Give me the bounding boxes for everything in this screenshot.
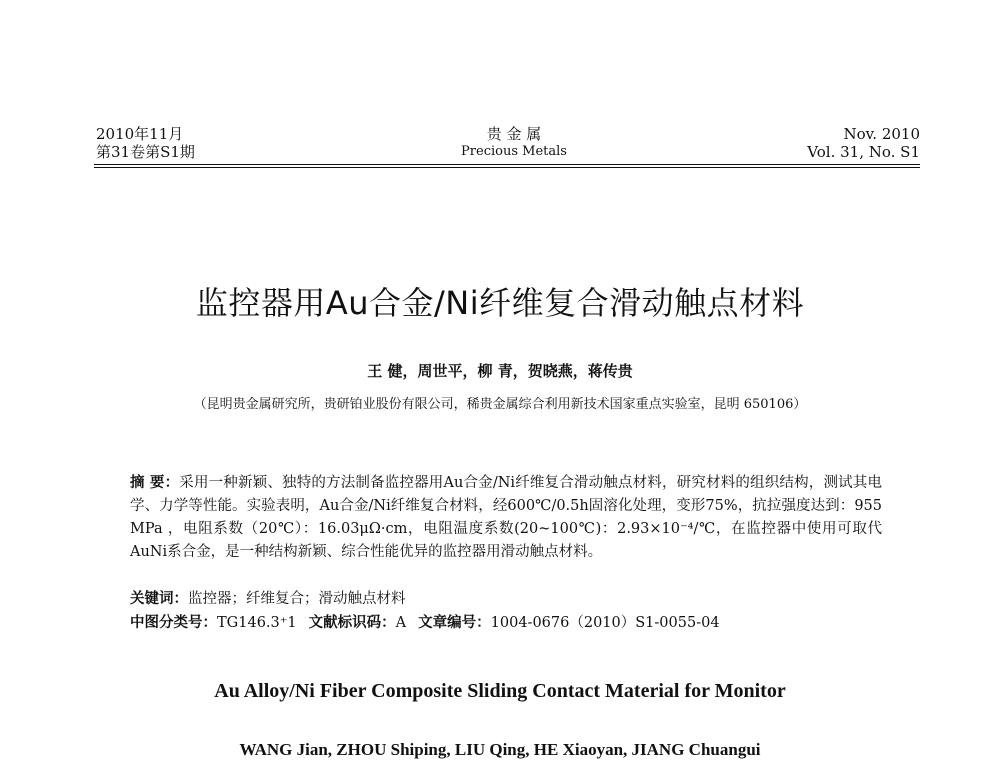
article-no-value: 1004-0676（2010）S1-0055-04 (490, 615, 720, 631)
journal-date-issue (96, 125, 195, 161)
clc-label: 中图分类号： (130, 615, 217, 631)
volume-issue-en: Vol. 31, No. S1 (807, 143, 920, 161)
issue-date-en: Nov. 2010 (843, 125, 920, 143)
abstract-text: 采用一种新颖、独特的方法制备监控器用Au合金/Ni纤维复合滑动触点材料，研究材料的组织结构，测试其电学、力学等性能。实验表明，Au合金/Ni纤维复合材料，经600℃/0.5h固溶化处理，变形75%，抗拉强度达到：955 MPa ，电阻系数（20℃）：16.03μΩ·cm，电阻温度系数(20~100℃)：2.93×10⁻⁴/℃，在监控器中使用可取代AuNi系合金，是一种结构新颖、综合性能优异的监控器用滑动触点材料。 (130, 475, 882, 560)
article-no-label: 文章编号： (418, 615, 491, 631)
classification (130, 612, 890, 634)
journal-name (360, 125, 668, 161)
keywords-text: 监控器；纤维复合；滑动触点材料 (188, 591, 406, 607)
keywords-label: 关键词： (130, 591, 188, 607)
paper-title-cn: 监控器用Au合金/Ni纤维复合滑动触点材料 (195, 284, 805, 322)
clc-value: TG146.3⁺1 (217, 615, 297, 631)
issue-date: 2010年11月 (96, 125, 184, 143)
header-rule-thick (94, 164, 920, 165)
doc-code-label: 文献标识码： (308, 615, 396, 631)
keywords (130, 588, 890, 610)
journal-date-issue-en (807, 125, 920, 161)
authors-cn: 王 健，周世平，柳 青，贺晓燕，蒋传贵 (367, 362, 633, 380)
paper-title-en: Au Alloy/Ni Fiber Composite Sliding Contact Material for Monitor (214, 680, 786, 702)
abstract-label: 摘 要： (130, 475, 180, 491)
volume-issue: 第31卷第S1期 (96, 143, 195, 161)
abstract (130, 472, 882, 564)
journal-name-cn: 贵 金 属 (486, 125, 542, 143)
doc-code-value: A (395, 615, 407, 631)
header-rule-thin (94, 167, 920, 168)
affiliation-cn: （昆明贵金属研究所，贵研铂业股份有限公司，稀贵金属综合利用新技术国家重点实验室，昆明 650106） (193, 397, 807, 412)
journal-name-en: Precious Metals (461, 144, 567, 159)
authors-en: WANG Jian, ZHOU Shiping, LIU Qing, HE Xiaoyan, JIANG Chuangui (239, 740, 761, 759)
